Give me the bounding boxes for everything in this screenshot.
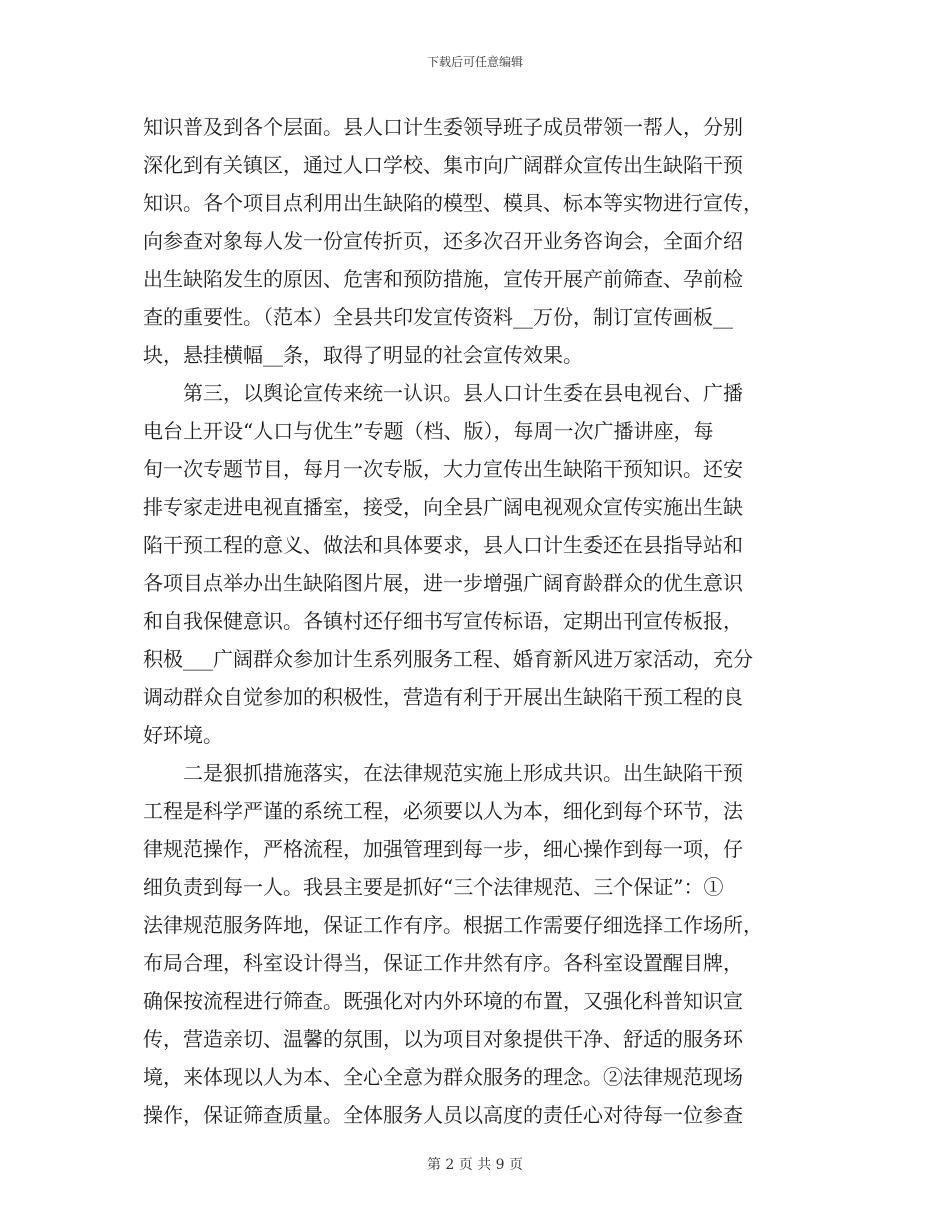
text-line: 法律规范服务阵地，保证工作有序。根据工作需要仔细选择工作场所， <box>143 913 763 937</box>
text-line: 积极___广阔群众参加计生系列服务工程、婚育新风进万家活动，充分 <box>143 647 753 671</box>
text-line: 操作，保证筛查质量。全体服务人员以高度的责任心对待每一位参查 <box>143 1103 743 1127</box>
paragraph-first-line: 第三，以舆论宣传来统一认识。县人口计生委在县电视台、广播 <box>183 381 743 405</box>
text-line: 电台上开设“人口与优生”专题（档、版），每周一次广播讲座，每 <box>143 419 714 443</box>
page-header: 下载后可任意编辑 <box>426 55 523 69</box>
page-number-footer: 第 2 页 共 9 页 <box>426 1157 524 1173</box>
text-line: 布局合理，科室设计得当，保证工作井然有序。各科室设置醒目牌， <box>143 951 743 975</box>
text-line: 查的重要性。（范本）全县共印发宣传资料__万份，制订宣传画板__ <box>143 305 733 329</box>
text-line: 细负责到每一人。我县主要是抓好“三个法律规范、三个保证”：① <box>143 875 724 899</box>
text-line: 陷干预工程的意义、做法和具体要求，县人口计生委还在县指导站和 <box>143 533 743 557</box>
paragraph-first-line: 二是狠抓措施落实，在法律规范实施上形成共识。出生缺陷干预 <box>183 761 743 785</box>
text-line: 传，营造亲切、温馨的氛围，以为项目对象提供干净、舒适的服务环 <box>143 1027 743 1051</box>
text-line: 排专家走进电视直播室，接受，向全县广阔电视观众宣传实施出生缺 <box>143 495 743 519</box>
text-line: 调动群众自觉参加的积极性，营造有利于开展出生缺陷干预工程的良 <box>143 685 743 709</box>
text-line: 各项目点举办出生缺陷图片展，进一步增强广阔育龄群众的优生意识 <box>143 571 743 595</box>
text-line: 律规范操作，严格流程，加强管理到每一步，细心操作到每一项，仔 <box>143 837 743 861</box>
document-body <box>143 108 801 1134</box>
text-line: 好环境。 <box>143 723 223 747</box>
text-line: 确保按流程进行筛查。既强化对内外环境的布置，又强化科普知识宣 <box>143 989 743 1013</box>
text-line: 和自我保健意识。各镇村还仔细书写宣传标语，定期出刊宣传板报， <box>143 609 743 633</box>
text-line: 出生缺陷发生的原因、危害和预防措施，宣传开展产前筛查、孕前检 <box>143 267 743 291</box>
text-line: 知识。各个项目点利用出生缺陷的模型、模具、标本等实物进行宣传， <box>143 191 763 215</box>
text-line: 工程是科学严谨的系统工程，必须要以人为本，细化到每个环节，法 <box>143 799 743 823</box>
text-line: 知识普及到各个层面。县人口计生委领导班子成员带领一帮人，分别 <box>143 115 743 139</box>
text-line: 深化到有关镇区，通过人口学校、集市向广阔群众宣传出生缺陷干预 <box>143 153 743 177</box>
text-line: 向参查对象每人发一份宣传折页，还多次召开业务咨询会，全面介绍 <box>143 229 743 253</box>
text-line: 块，悬挂横幅__条，取得了明显的社会宣传效果。 <box>143 343 583 367</box>
text-line: 境，来体现以人为本、全心全意为群众服务的理念。②法律规范现场 <box>143 1065 743 1089</box>
text-line: 旬一次专题节目，每月一次专版，大力宣传出生缺陷干预知识。还安 <box>143 457 743 481</box>
